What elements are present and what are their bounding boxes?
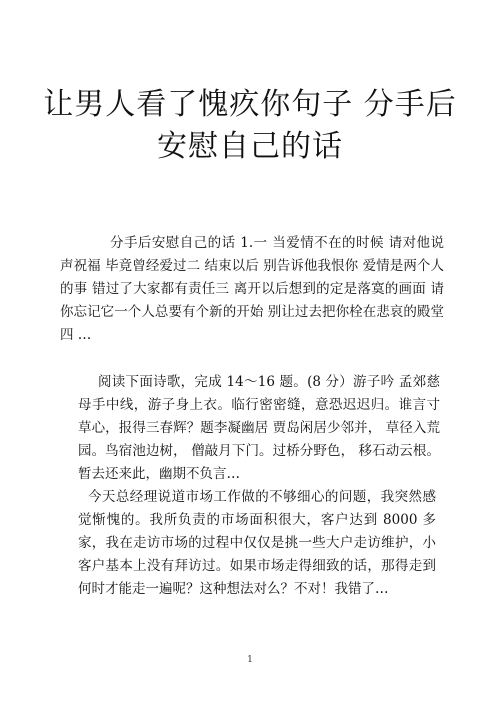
document-title: 让男人看了愧疚你句子 分手后安慰自己的话 [43, 87, 457, 164]
page-number: 1 [247, 655, 253, 665]
paragraph-poetry-reading: 阅读下面诗歌，完成 14～16 题。(8 分）游子吟 孟郊慈母手中线，游子身上衣。临行密密缝，意恐迟迟归。谁言寸草心，报得三春辉？题李凝幽居 贾岛闲居少邻并， 草径入荒园。鸟宿池边树， 僧敲月下门。过桥分野色， 移石动云根。暂去还来此，幽期不负言… [78, 374, 440, 482]
paragraph-comfort-words: 分手后安慰自己的话 1.一 当爱情不在的时候 请对他说声祝福 毕竟曾经爱过二 结束以后 别告诉他我恨你 爱情是两个人的事 错过了大家都有责任三 离开以后想到的定是落寞的画面 请你忘记它一个人总要有个新的开始 别让过去把你栓在悲哀的殿堂四 … [60, 235, 444, 343]
paragraph-market-reflection: 今天总经理说道市场工作做的不够细心的问题，我突然感觉惭愧的。我所负责的市场面积很大，客户达到 8000 多家，我在走访市场的过程中仅仅是挑一些大户走访维护，小客户基本上没有拜访过。如果市场走得细致的话，那得走到何时才能走一遍呢？这种想法对么？不对！我错了… [78, 489, 436, 597]
